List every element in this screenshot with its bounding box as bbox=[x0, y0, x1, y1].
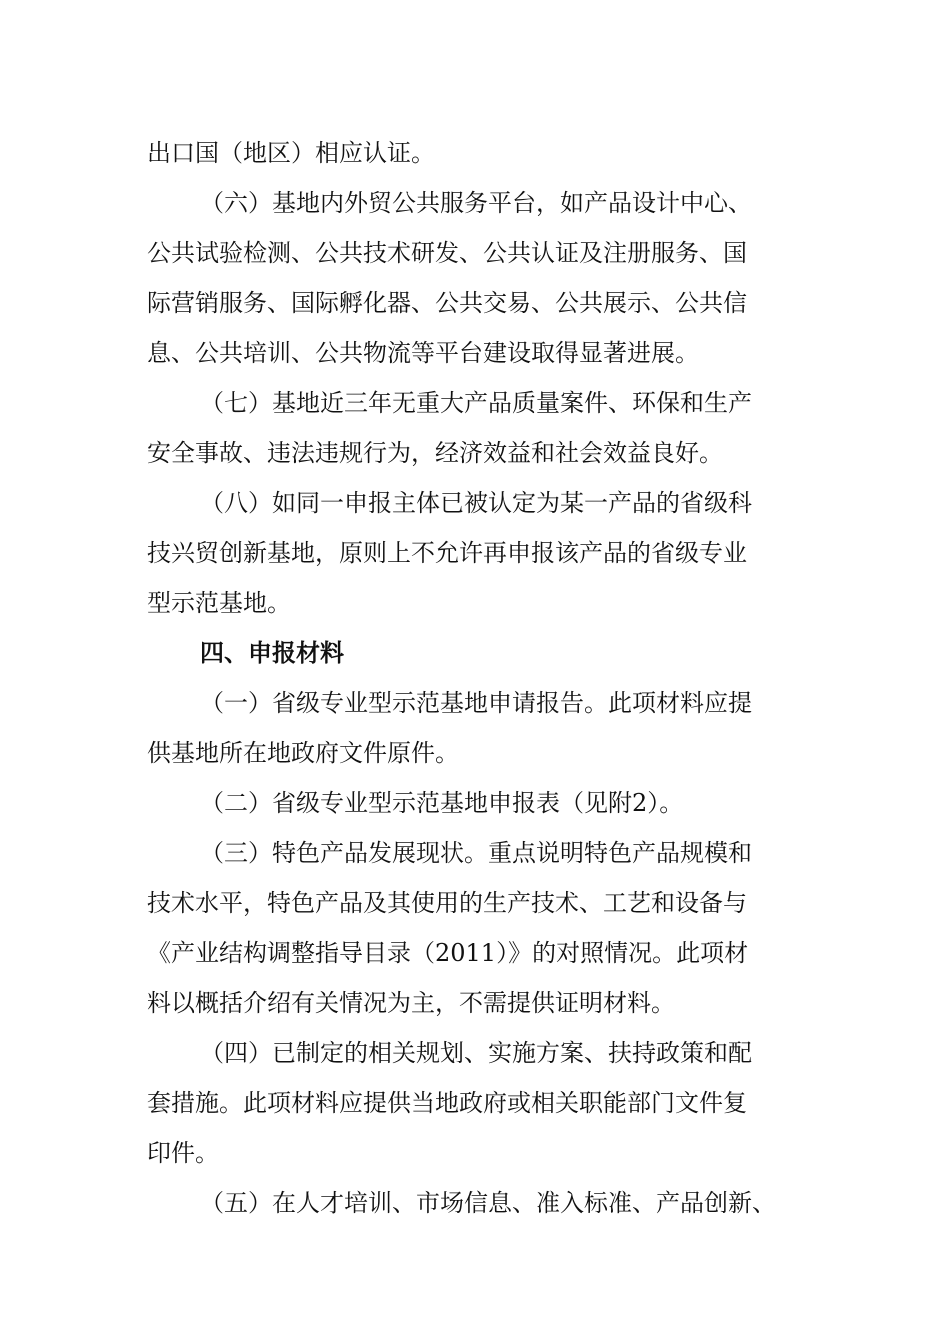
text-line: 际营销服务、国际孵化器、公共交易、公共展示、公共信 bbox=[147, 289, 747, 317]
text-line: （二）省级专业型示范基地申报表（见附2）。 bbox=[200, 789, 684, 817]
text-line: （五）在人才培训、市场信息、准入标准、产品创新、 bbox=[200, 1189, 776, 1217]
text-line: 套措施。此项材料应提供当地政府或相关职能部门文件复 bbox=[147, 1089, 747, 1117]
text-line: 公共试验检测、公共技术研发、公共认证及注册服务、国 bbox=[147, 239, 747, 267]
text-line: 《产业结构调整指导目录（2011）》的对照情况。此项材 bbox=[147, 939, 749, 967]
text-line: （七）基地近三年无重大产品质量案件、环保和生产 bbox=[200, 389, 752, 417]
text-line: （四）已制定的相关规划、实施方案、扶持政策和配 bbox=[200, 1039, 752, 1067]
text-line: 息、公共培训、公共物流等平台建设取得显著进展。 bbox=[147, 339, 699, 367]
text-line: 安全事故、违法违规行为，经济效益和社会效益良好。 bbox=[147, 439, 723, 467]
text-line: 型示范基地。 bbox=[147, 589, 291, 617]
text-line: 技兴贸创新基地，原则上不允许再申报该产品的省级专业 bbox=[147, 539, 747, 567]
text-line: 供基地所在地政府文件原件。 bbox=[147, 739, 459, 767]
text-line: 印件。 bbox=[147, 1139, 219, 1167]
text-line: 技术水平，特色产品及其使用的生产技术、工艺和设备与 bbox=[147, 889, 747, 917]
section-heading: 四、申报材料 bbox=[200, 639, 344, 667]
text-line: （三）特色产品发展现状。重点说明特色产品规模和 bbox=[200, 839, 752, 867]
text-line: （八）如同一申报主体已被认定为某一产品的省级科 bbox=[200, 489, 752, 517]
text-line: （六）基地内外贸公共服务平台，如产品设计中心、 bbox=[200, 189, 752, 217]
text-line: 出口国（地区）相应认证。 bbox=[147, 139, 435, 167]
text-line: （一）省级专业型示范基地申请报告。此项材料应提 bbox=[200, 689, 752, 717]
text-line: 料以概括介绍有关情况为主，不需提供证明材料。 bbox=[147, 989, 675, 1017]
